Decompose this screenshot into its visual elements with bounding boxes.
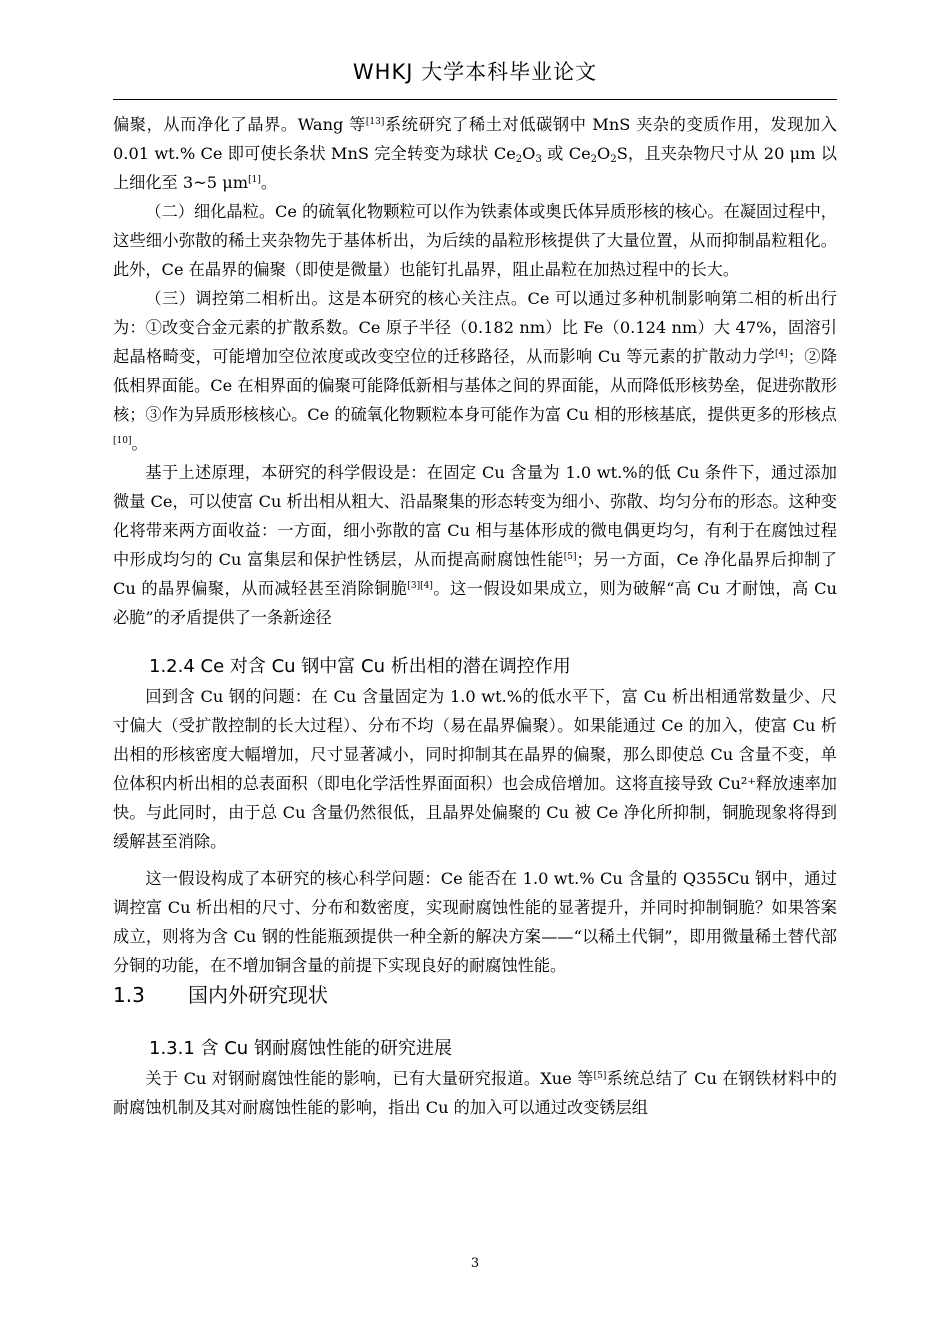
- paragraph: 这一假设构成了本研究的核心科学问题：Ce 能否在 1.0 wt.% Cu 含量的 Q355Cu 钢中，通过调控富 Cu 析出相的尺寸、分布和数密度，实现耐腐蚀性能的显著提升，并同时抑制铜脆？如果答案成立，则将为含 Cu 钢的性能瓶颈提供一种全新的解决方案——“以稀土代铜”，即用微量稀土替代部分铜的功能，在不增加铜含量的前提下实现良好的耐腐蚀性能。: [113, 869, 837, 975]
- paragraph: 基于上述原理，本研究的科学假设是：在固定 Cu 含量为 1.0 wt.%的低 Cu 条件下，通过添加微量 Ce，可以使富 Cu 析出相从粗大、沿晶聚集的形态转变为细小、弥散、均匀分布的形态。这种变化将带来两方面收益：一方面，细小弥散的富 Cu 相与基体形成的微电偶更均匀，有利于在腐蚀过程中形成均匀的 Cu 富集层和保护性锈层，从而提高耐腐蚀性能[5]；另一方面，Ce 净化晶界后抑制了 Cu 的晶界偏聚，从而减轻甚至消除铜脆[3][4]。这一假设如果成立，则为破解“高 Cu 才耐蚀，高 Cu 必脆”的矛盾提供了一条新途径: [113, 463, 837, 627]
- page-number: 3: [470, 1256, 480, 1271]
- section-number: 1.3: [113, 983, 145, 1007]
- body-text: [113, 110, 837, 1122]
- section-title: 国内外研究现状: [188, 983, 328, 1007]
- paragraph: （三）调控第二相析出。这是本研究的核心关注点。Ce 可以通过多种机制影响第二相的析出行为：①改变合金元素的扩散系数。Ce 原子半径（0.182 nm）比 Fe（0.124 nm）大 47%，固溶引起晶格畸变，可能增加空位浓度或改变空位的迁移路径，从而影响 Cu 等元素的扩散动力学[4]；②降低相界面能。Ce 在相界面的偏聚可能降低新相与基体之间的界面能，从而降低形核势垒，促进弥散形核；③作为异质形核核心。Ce 的硫氧化物颗粒本身可能作为富 Cu 相的形核基底，提供更多的形核点[10]。: [113, 289, 838, 453]
- running-header: WHKJ 大学本科毕业论文: [352, 60, 598, 84]
- header-rule: [113, 99, 837, 100]
- subsection-heading: 1.2.4 Ce 对含 Cu 钢中富 Cu 析出相的潜在调控作用: [149, 656, 571, 677]
- section-heading: [113, 980, 837, 1010]
- paragraph: （二）细化晶粒。Ce 的硫氧化物颗粒可以作为铁素体或奥氏体异质形核的核心。在凝固过程中，这些细小弥散的稀土夹杂物先于基体析出，为后续的晶粒形核提供了大量位置，从而抑制晶粒粗化。此外，Ce 在晶界的偏聚（即使是微量）也能钉扎晶界，阻止晶粒在加热过程中的长大。: [113, 202, 837, 279]
- subsection-heading: 1.3.1 含 Cu 钢耐腐蚀性能的研究进展: [149, 1038, 452, 1059]
- paragraph: 偏聚，从而净化了晶界。Wang 等[13]系统研究了稀土对低碳钢中 MnS 夹杂的变质作用，发现加入 0.01 wt.% Ce 即可使长条状 MnS 完全转变为球状 $Ce_2O_3$ 或 $Ce_2O_2S$，且夹杂物尺寸从 20 μm 以上细化至 3~5 μm[1]。: [113, 115, 837, 192]
- paragraph: 关于 Cu 对钢耐腐蚀性能的影响，已有大量研究报道。Xue 等[5]系统总结了 Cu 在钢铁材料中的耐腐蚀机制及其对耐腐蚀性能的影响，指出 Cu 的加入可以通过改变锈层组: [113, 1069, 837, 1117]
- paragraph: 回到含 Cu 钢的问题：在 Cu 含量固定为 1.0 wt.%的低水平下，富 Cu 析出相通常数量少、尺寸偏大（受扩散控制的长大过程）、分布不均（易在晶界偏聚）。如果能通过 Ce 的加入，使富 Cu 析出相的形核密度大幅增加，尺寸显著减小，同时抑制其在晶界的偏聚，那么即使总 Cu 含量不变，单位体积内析出相的总表面积（即电化学活性界面面积）也会成倍增加。这将直接导致 Cu²⁺释放速率加快。与此同时，由于总 Cu 含量仍然很低，且晶界处偏聚的 Cu 被 Ce 净化所抑制，铜脆现象将得到缓解甚至消除。: [113, 687, 837, 851]
